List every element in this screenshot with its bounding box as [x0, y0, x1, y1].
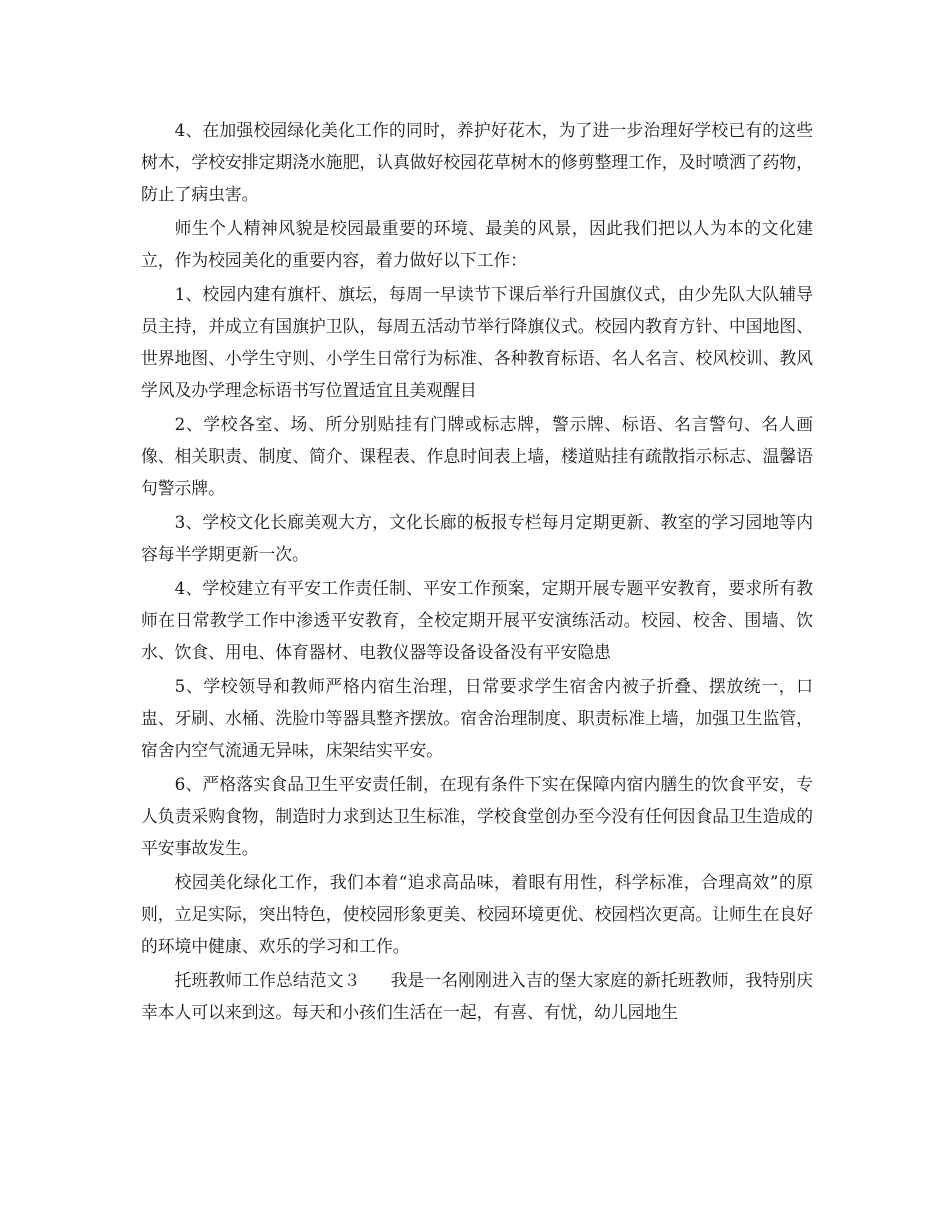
paragraph: 2、学校各室、场、所分别贴挂有门牌或标志牌，警示牌、标语、名言警句、名人画像、相关职责、制度、简介、课程表、作息时间表上墙，楼道贴挂有疏散指示标志、温馨语句警示牌。	[141, 414, 813, 498]
paragraph: 1、校园内建有旗杆、旗坛，每周一早读节下课后举行升国旗仪式，由少先队大队辅导员主持，并成立有国旗护卫队，每周五活动节举行降旗仪式。校园内教育方针、中国地图、世界地图、小学生守则、小学生日常行为标准、各种教育标语、名人名言、校风校训、教风学风及办学理念标语书写位置适宜且美观醒目	[141, 284, 813, 400]
paragraph: 3、学校文化长廊美观大方，文化长廊的板报专栏每月定期更新、教室的学习园地等内容每半学期更新一次。	[141, 512, 813, 564]
paragraph: 师生个人精神风貌是校园最重要的环境、最美的风景，因此我们把以人为本的文化建立，作为校园美化的重要内容，着力做好以下工作：	[141, 218, 813, 270]
paragraph: 校园美化绿化工作，我们本着“追求高品味，着眼有用性，科学标准，合理高效”的原则，立足实际，突出特色，使校园形象更美、校园环境更优、校园档次更高。让师生在良好的环境中健康、欢乐的学习和工作。	[141, 872, 813, 956]
paragraph: 6、严格落实食品卫生平安责任制，在现有条件下实在保障内宿内膳生的饮食平安，专人负责采购食物，制造时力求到达卫生标准，学校食堂创办至今没有任何因食品卫生造成的平安事故发生。	[141, 774, 813, 858]
paragraph: 5、学校领导和教师严格内宿生治理，日常要求学生宿舍内被子折叠、摆放统一，口盅、牙刷、水桶、洗脸巾等器具整齐摆放。宿舍治理制度、职责标准上墙，加强卫生监管，宿舍内空气流通无异味，床架结实平安。	[141, 676, 813, 760]
paragraph: 4、在加强校园绿化美化工作的同时，养护好花木，为了进一步治理好学校已有的这些树木，学校安排定期浇水施肥，认真做好校园花草树木的修剪整理工作，及时喷洒了药物，防止了病虫害。	[141, 120, 813, 204]
paragraph-with-heading	[141, 964, 813, 1028]
section-body: 我是一名刚刚进入吉的堡大家庭的新托班教师，我特别庆幸本人可以来到这。每天和小孩们生活在一起，有喜、有忧，幼儿园地生	[141, 970, 813, 1022]
document-body	[141, 114, 813, 1028]
paragraph: 4、学校建立有平安工作责任制、平安工作预案，定期开展专题平安教育，要求所有教师在日常教学工作中渗透平安教育，全校定期开展平安演练活动。校园、校舍、围墙、饮水、饮食、用电、体育器材、电教仪器等设备设备没有平安隐患	[141, 578, 813, 662]
section-heading: 托班教师工作总结范文３	[174, 970, 361, 990]
